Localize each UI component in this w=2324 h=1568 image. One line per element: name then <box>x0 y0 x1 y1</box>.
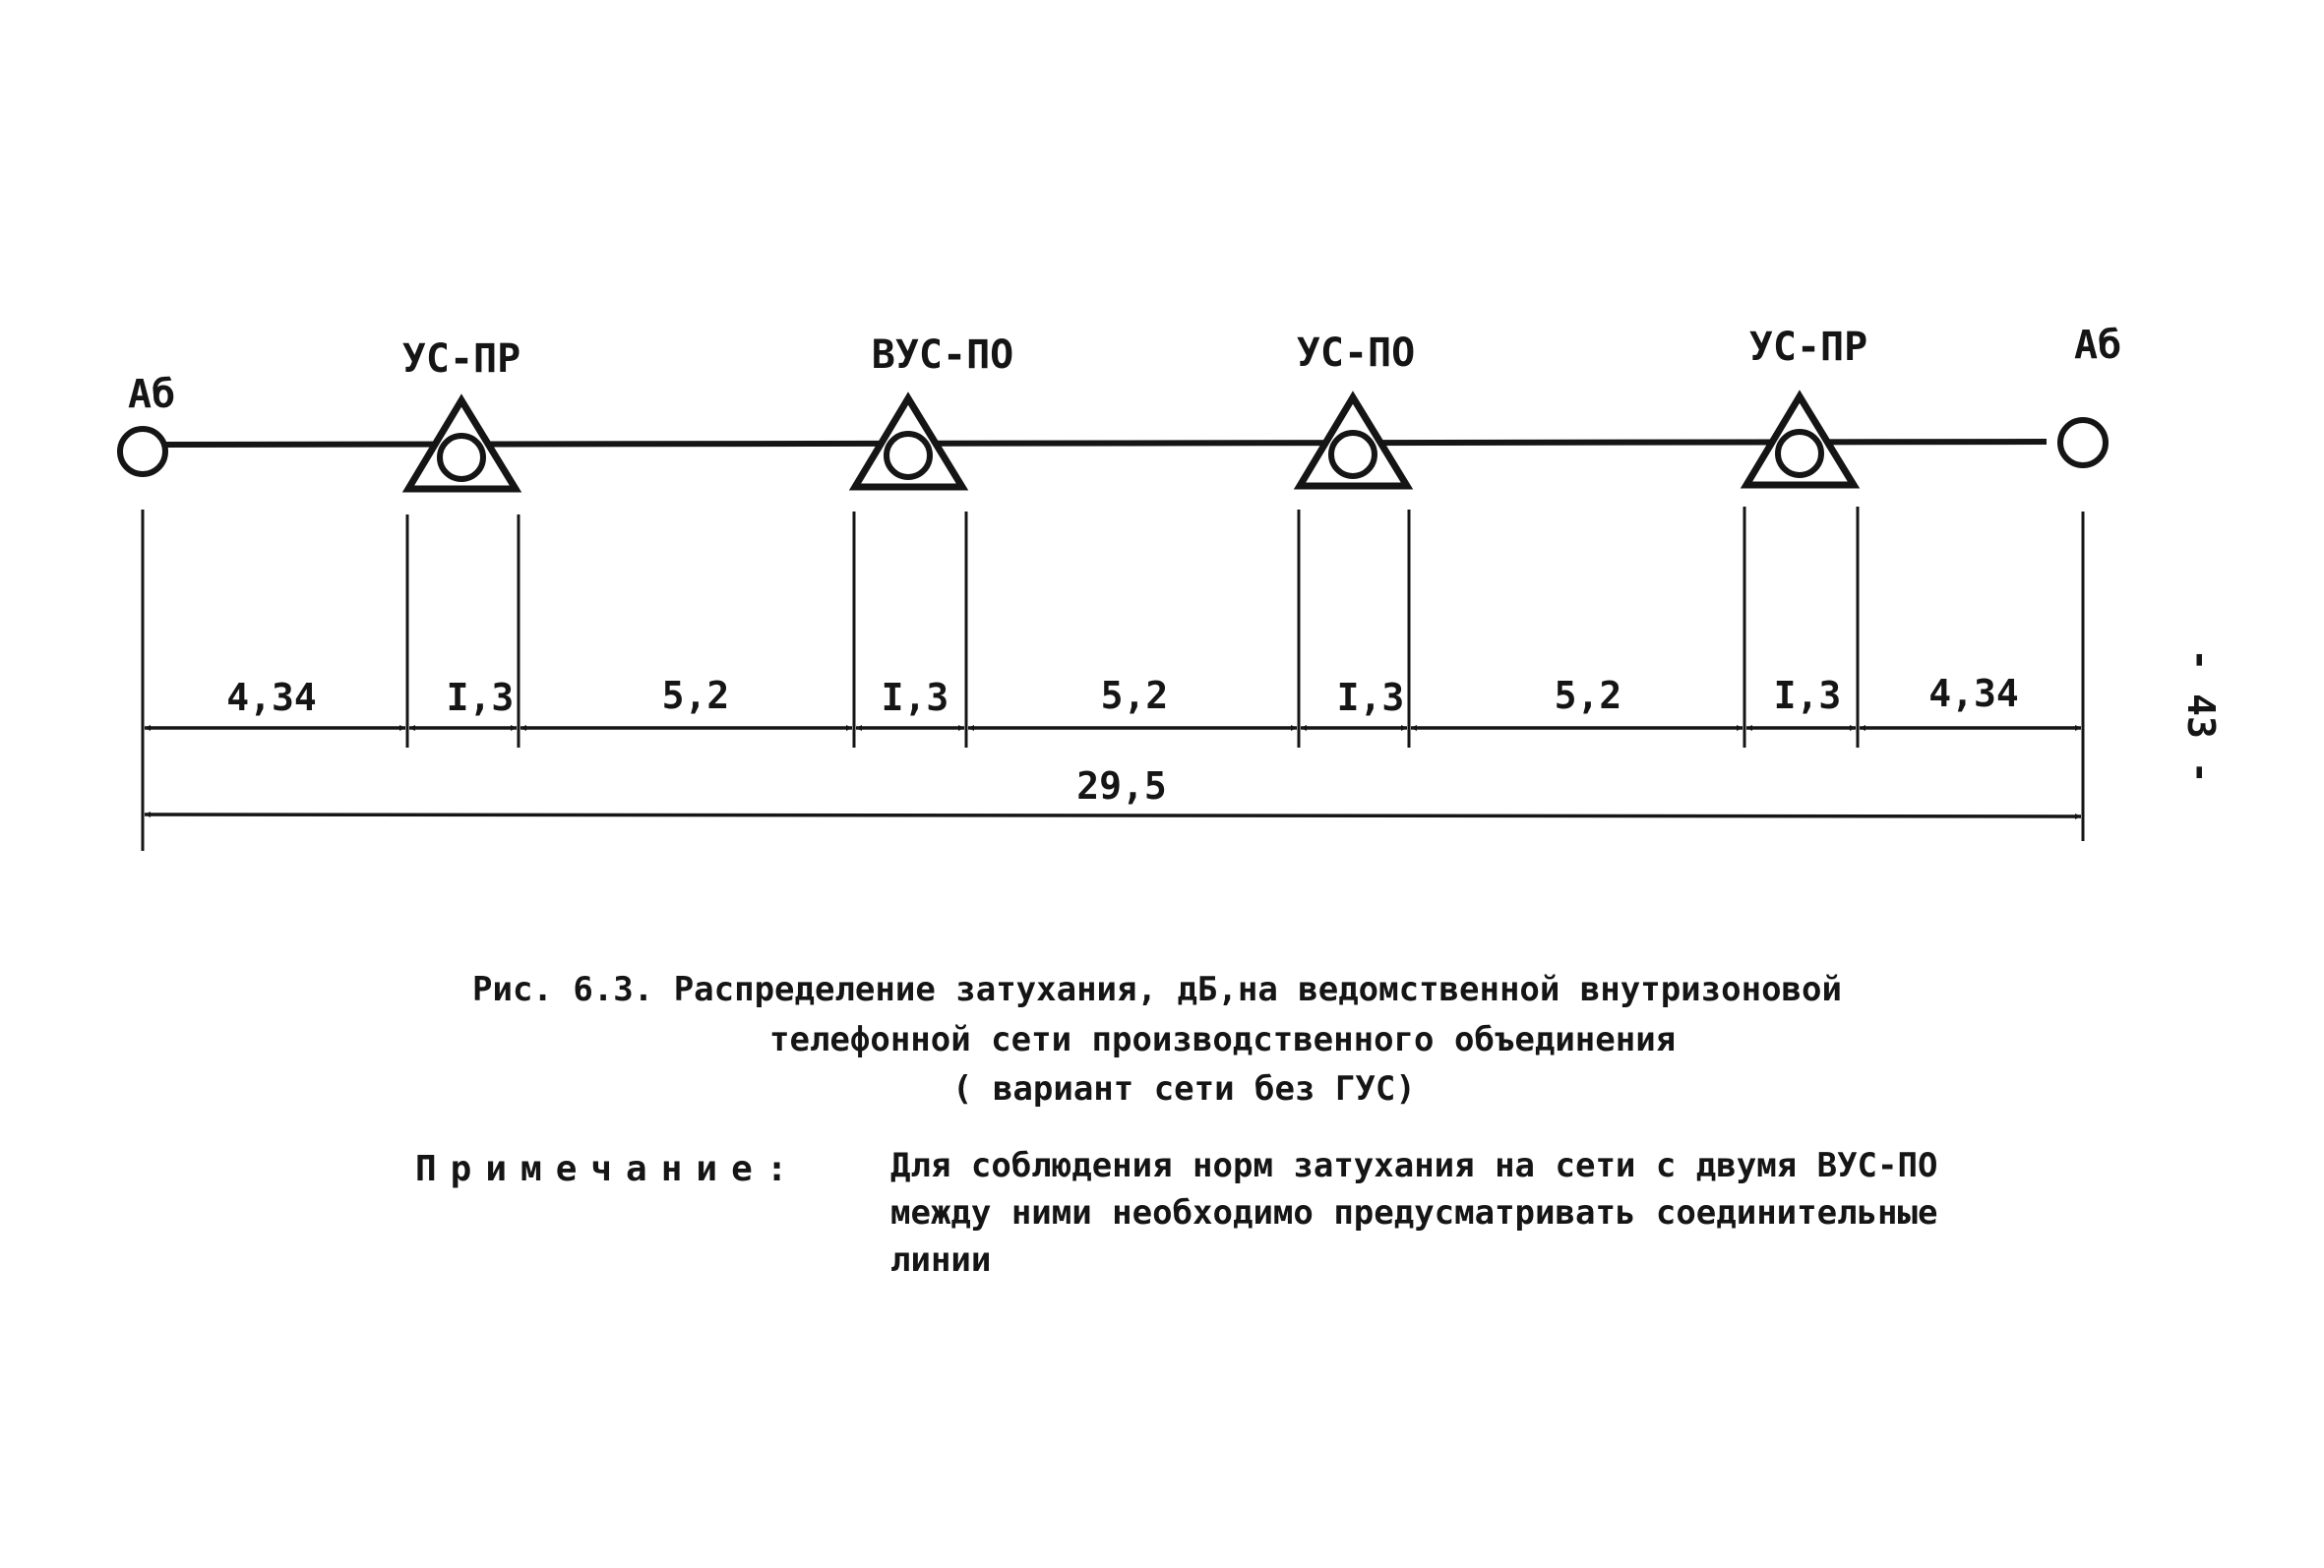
segment-value: I,3 <box>1336 676 1405 719</box>
note-line: между ними необходимо предусматривать соединительные <box>890 1193 1938 1233</box>
node-label: УС-ПР <box>401 336 521 382</box>
station-circle-icon <box>440 436 483 479</box>
station-us-pr-1 <box>402 336 520 489</box>
segment-value: 4,34 <box>1928 672 2019 715</box>
note-block <box>415 1146 1937 1280</box>
segment-value: 5,2 <box>1554 674 1622 717</box>
subscriber-circle-icon <box>2060 420 2106 465</box>
station-us-pr-2 <box>1746 325 1867 485</box>
segment-value: 5,2 <box>661 674 730 717</box>
segment-value: 5,2 <box>1100 674 1169 717</box>
segment-value: 4,34 <box>226 676 317 719</box>
figure-caption <box>472 970 1842 1109</box>
station-circle-icon <box>1778 432 1821 475</box>
segment-value: I,3 <box>881 676 949 719</box>
station-circle-icon <box>887 434 930 477</box>
caption-line: телефонной сети производственного объединения <box>769 1020 1677 1059</box>
total-arrow <box>145 814 2081 816</box>
subscriber-right <box>2060 323 2121 465</box>
subscriber-left <box>120 372 175 474</box>
total-value: 29,5 <box>1076 764 1167 808</box>
segment-value: I,3 <box>446 676 515 719</box>
station-circle-icon <box>1331 433 1375 476</box>
node-label: УС-ПО <box>1296 331 1416 376</box>
caption-line: Рис. 6.3. Распределение затухания, дБ,на ведомственной внутризоновой <box>472 970 1842 1009</box>
page-number: - 43 - <box>2179 648 2223 784</box>
node-label: ВУС-ПО <box>871 332 1014 378</box>
note-line: линии <box>890 1240 992 1280</box>
subscriber-circle-icon <box>120 429 165 474</box>
node-label: УС-ПР <box>1748 325 1868 370</box>
segment-values <box>226 672 2019 719</box>
node-label: Аб <box>2074 323 2122 368</box>
caption-line: ( вариант сети без ГУС) <box>952 1069 1416 1109</box>
station-us-po <box>1297 331 1415 486</box>
note-line: Для соблюдения норм затухания на сети с двумя ВУС-ПО <box>890 1146 1938 1185</box>
note-heading: Примечание: <box>415 1149 802 1189</box>
node-label: Аб <box>128 372 176 417</box>
segment-value: I,3 <box>1773 674 1842 717</box>
station-vus-po <box>855 332 1013 487</box>
